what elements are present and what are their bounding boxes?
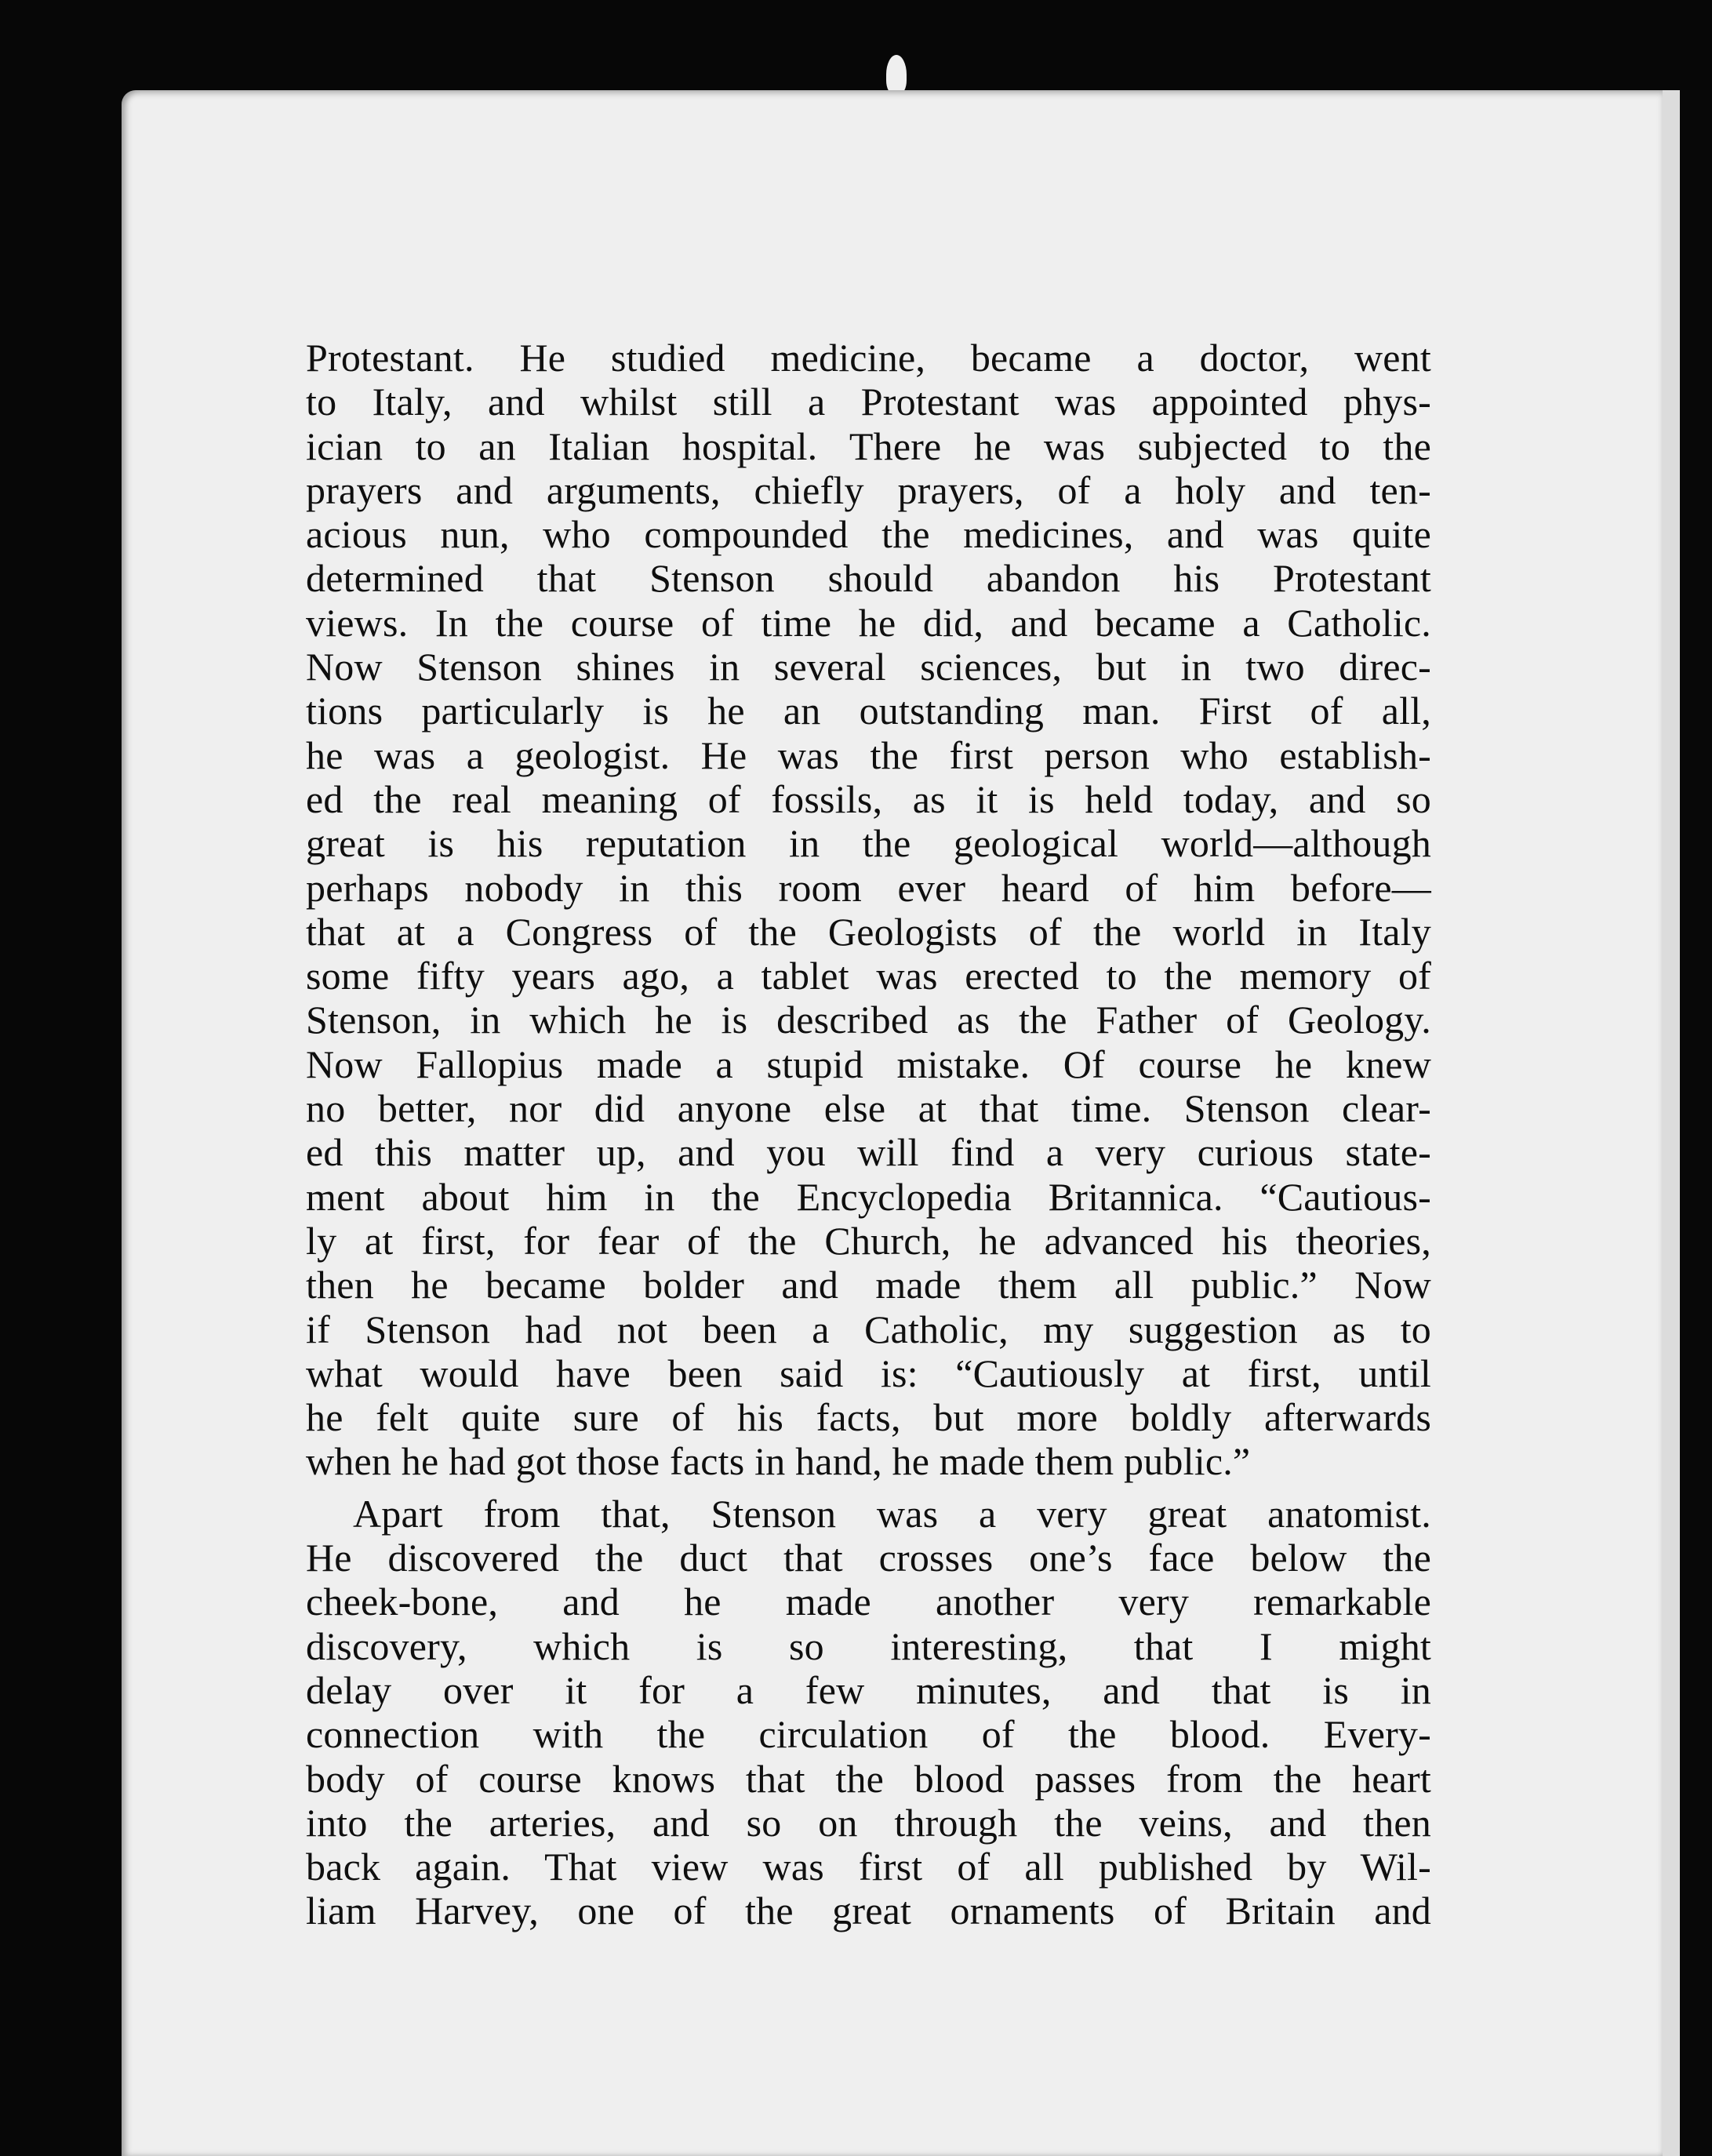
text-line: body of course knows that the blood passes from the heart: [306, 1756, 1431, 1801]
text-line: back again. That view was first of all published by Wil-: [306, 1845, 1431, 1889]
text-line: that at a Congress of the Geologists of the world in Italy: [306, 909, 1431, 954]
text-line: liam Harvey, one of the great ornaments of Britain and: [306, 1889, 1431, 1933]
paragraph-gap: [306, 1484, 1431, 1492]
text-line: He discovered the duct that crosses one’s face below the: [306, 1536, 1431, 1580]
text-line: prayers and arguments, chiefly prayers, of a holy and ten-: [306, 467, 1431, 512]
text-line: what would have been said is: “Cautiously at first, until: [306, 1351, 1431, 1395]
text-line: perhaps nobody in this room ever heard of him before—: [306, 865, 1431, 910]
body-text: [306, 336, 1431, 1933]
page-right-edge: [1663, 90, 1680, 2156]
text-line: discovery, which is so interesting, that I might: [306, 1623, 1431, 1668]
text-line: Stenson, in which he is described as the Father of Geology.: [306, 998, 1431, 1042]
text-line: if Stenson had not been a Catholic, my suggestion as to: [306, 1307, 1431, 1351]
text-line: tions particularly is he an outstanding man. First of all,: [306, 689, 1431, 733]
text-line: ly at first, for fear of the Church, he advanced his theories,: [306, 1218, 1431, 1263]
text-line: Protestant. He studied medicine, became a doctor, went: [306, 336, 1431, 380]
text-line: then he became bolder and made them all public.” Now: [306, 1263, 1431, 1307]
text-line: great is his reputation in the geological world—although: [306, 821, 1431, 866]
text-line: to Italy, and whilst still a Protestant was appointed phys-: [306, 380, 1431, 424]
text-line: ician to an Italian hospital. There he was subjected to the: [306, 424, 1431, 468]
text-line: acious nun, who compounded the medicines, and was quite: [306, 512, 1431, 557]
text-line: Now Stenson shines in several sciences, but in two direc-: [306, 645, 1431, 689]
text-line: some fifty years ago, a tablet was erected to the memory of: [306, 954, 1431, 998]
text-line: Now Fallopius made a stupid mistake. Of course he knew: [306, 1042, 1431, 1086]
text-line: he was a geologist. He was the first person who establish-: [306, 733, 1431, 777]
text-line: ed this matter up, and you will find a very curious state-: [306, 1130, 1431, 1175]
text-line: views. In the course of time he did, and became a Catholic.: [306, 600, 1431, 645]
text-line: connection with the circulation of the blood. Every-: [306, 1712, 1431, 1757]
text-line: cheek-bone, and he made another very remarkable: [306, 1580, 1431, 1624]
text-line: determined that Stenson should abandon his Protestant: [306, 556, 1431, 601]
text-line: into the arteries, and so on through the veins, and then: [306, 1800, 1431, 1845]
text-line: delay over it for a few minutes, and that is in: [306, 1667, 1431, 1712]
page-right-shadow: [1680, 90, 1712, 2156]
text-line: Apart from that, Stenson was a very great anatomist.: [353, 1491, 1431, 1536]
page-notch: [886, 55, 907, 94]
text-line: when he had got those facts in hand, he made them public.”: [306, 1439, 1251, 1484]
text-line: ment about him in the Encyclopedia Britannica. “Cautious-: [306, 1174, 1431, 1219]
text-line: no better, nor did anyone else at that time. Stenson clear-: [306, 1086, 1431, 1131]
text-line: ed the real meaning of fossils, as it is held today, and so: [306, 776, 1431, 821]
text-line: he felt quite sure of his facts, but more boldly afterwards: [306, 1395, 1431, 1440]
